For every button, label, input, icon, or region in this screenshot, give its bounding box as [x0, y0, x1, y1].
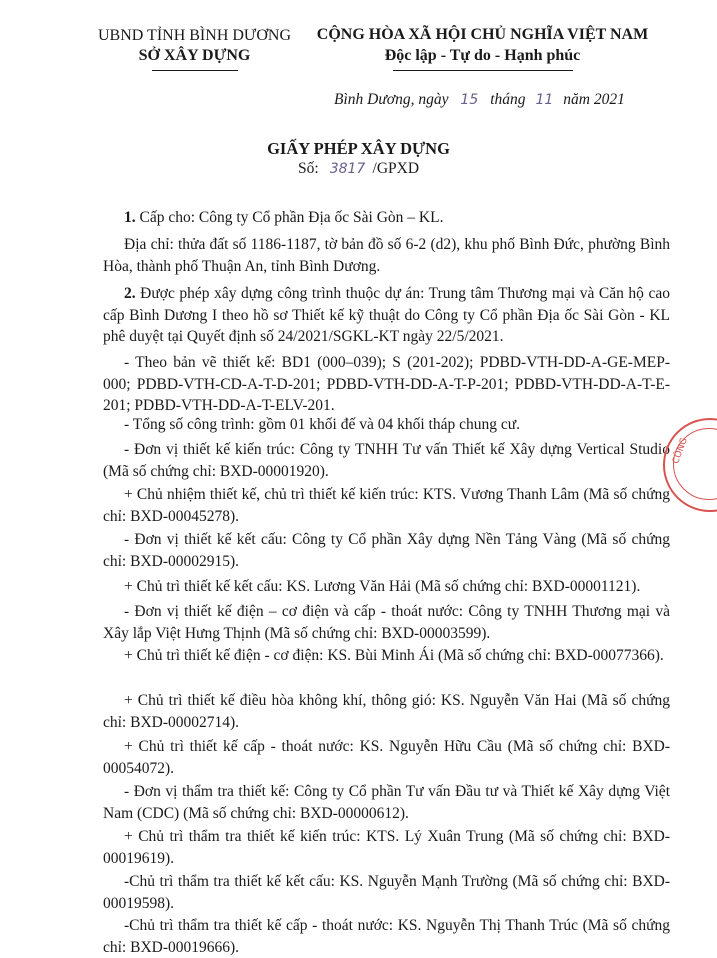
para-architect-firm: - Đơn vị thiết kế kiến trúc: Công ty TNHH Tư vấn Thiết kế Xây dựng Vertical Studio (Mã số chứng chỉ: BXD-00001920).	[103, 441, 670, 480]
issue-date	[334, 91, 625, 109]
department-name: SỞ XÂY DỰNG	[138, 47, 251, 64]
para-review-firm: - Đơn vị thẩm tra thiết kế: Công ty Cổ phần Tư vấn Đầu tư và Thiết kế Xây dựng Việt Nam (CDC) (Mã số chứng chỉ: BXD-00000612).	[103, 783, 670, 822]
motto-underline	[393, 70, 573, 71]
para-lead-architect: + Chủ nhiệm thiết kế, chủ trì thiết kế kiến trúc: KTS. Vương Thanh Lâm (Mã số chứng chỉ: BXD-00045278).	[103, 486, 670, 525]
department-underline	[152, 70, 238, 71]
national-title: CỘNG HÒA XÃ HỘI CHỦ NGHĨA VIỆT NAM	[316, 26, 649, 43]
para-electrical-lead: + Chủ trì thiết kế điện - cơ điện: KS. Bùi Minh Ái (Mã số chứng chỉ: BXD-00077366).	[124, 647, 664, 664]
para-structure-lead: + Chủ trì thiết kế kết cấu: KS. Lương Văn Hải (Mã số chứng chỉ: BXD-00001121).	[124, 578, 641, 595]
section-number: 1.	[124, 209, 136, 226]
para-review-plumbing: -Chủ trì thẩm tra thiết kế cấp - thoát nước: KS. Nguyễn Thị Thanh Trúc (Mã số chứng chỉ: BXD-00019666).	[103, 917, 670, 956]
date-prefix: Bình Dương, ngày	[334, 91, 449, 108]
para-mep-firm: - Đơn vị thiết kế điện – cơ điện và cấp - thoát nước: Công ty TNHH Thương mại và Xây lắp Việt Hưng Thịnh (Mã số chứng chỉ: BXD-00003599).	[103, 603, 670, 642]
para-grantee	[103, 207, 670, 229]
para-plumbing-lead: + Chủ trì thiết kế cấp - thoát nước: KS. Nguyễn Hữu Cầu (Mã số chứng chỉ: BXD-00054072).	[103, 738, 670, 777]
section-number: 2.	[124, 285, 136, 302]
number-suffix: /GPXD	[372, 160, 420, 177]
para-structure-firm: - Đơn vị thiết kế kết cấu: Công ty Cổ phần Xây dựng Nền Tảng Vàng (Mã số chứng chỉ: BXD-00002915).	[103, 531, 670, 570]
date-day: 15	[460, 92, 479, 108]
para-drawings: - Theo bản vẽ thiết kế: BD1 (000–039); S (201-202); PDBD-VTH-DD-A-GE-MEP-000; PDBD-VTH-CD-A-T-D-201; PDBD-VTH-DD-A-T-P-201; PDBD-VTH-DD-A-T-E-201; PDBD-VTH-DD-A-T-ELV-201.	[103, 354, 670, 414]
para-building-count: - Tổng số công trình: gồm 01 khối đế và 04 khối tháp chung cư.	[124, 416, 520, 433]
para-review-structure: -Chủ trì thẩm tra thiết kế kết cấu: KS. Nguyễn Mạnh Trường (Mã số chứng chỉ: BXD-00019598).	[103, 873, 670, 912]
stamp-text: CÔNG	[671, 436, 690, 466]
national-motto: Độc lập - Tự do - Hạnh phúc	[384, 47, 581, 64]
para-address: Địa chỉ: thửa đất số 1186-1187, tờ bản đồ số 6-2 (d2), khu phố Bình Đức, phường Bình Hòa, thành phố Thuận An, tỉnh Bình Dương.	[103, 236, 670, 275]
para-review-architecture: + Chủ trì thẩm tra thiết kế kiến trúc: KTS. Lý Xuân Trung (Mã số chứng chỉ: BXD-00019619).	[103, 828, 670, 867]
document-number	[0, 160, 717, 178]
agency-name: UBND TỈNH BÌNH DƯƠNG	[98, 27, 291, 44]
date-year: năm 2021	[563, 91, 625, 108]
para-permit-scope	[103, 283, 670, 348]
number-prefix: Số:	[297, 160, 319, 177]
para-hvac-lead: + Chủ trì thiết kế điều hòa không khí, thông gió: KS. Nguyễn Văn Hai (Mã số chứng chỉ: BXD-00002714).	[103, 692, 670, 731]
number-value: 3817	[329, 161, 366, 177]
official-stamp	[663, 418, 717, 512]
date-month: 11	[535, 92, 554, 108]
paragraph-text: Cấp cho: Công ty Cổ phần Địa ốc Sài Gòn – KL.	[135, 209, 444, 226]
date-month-label: tháng	[490, 91, 526, 108]
paragraph-text: Được phép xây dựng công trình thuộc dự án: Trung tâm Thương mại và Căn hộ cao cấp Bình Dương I theo hồ sơ Thiết kế kỹ thuật do Công ty Cổ phần Địa ốc Sài Gòn - KL phê duyệt tại Quyết định số 24/2021/SGKL-KT ngày 22/5/2021.	[103, 285, 670, 345]
document-title: GIẤY PHÉP XÂY DỰNG	[267, 139, 450, 158]
